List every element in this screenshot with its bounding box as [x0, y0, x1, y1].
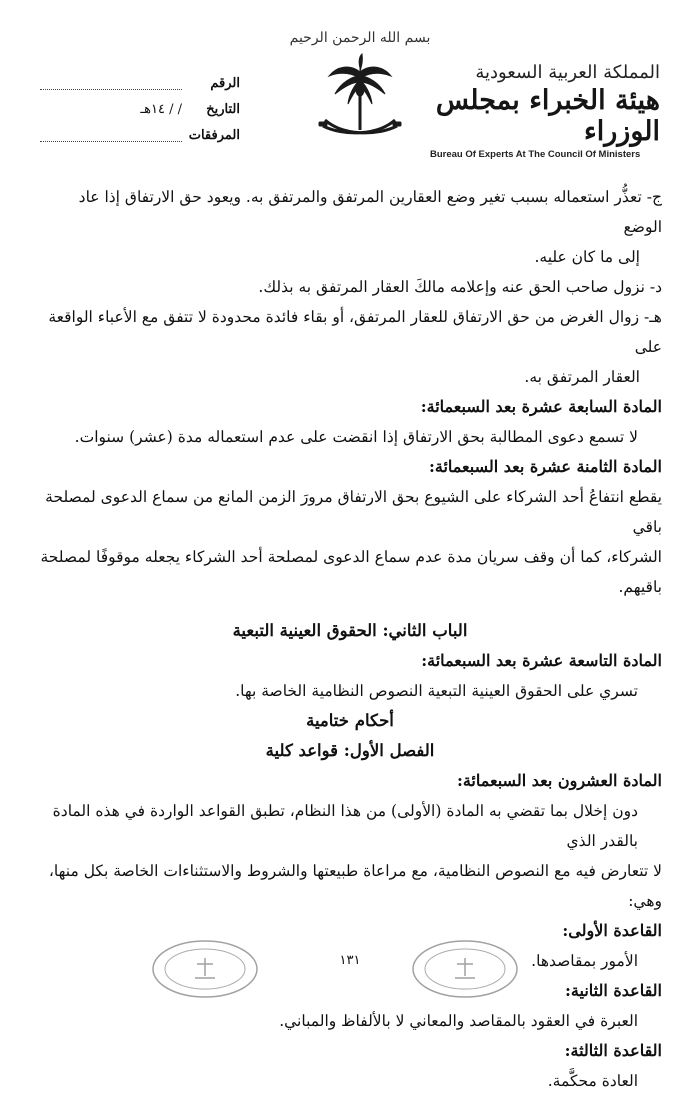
number-label: الرقم	[210, 75, 240, 91]
article-717-text: لا تسمع دعوى المطالبة بحق الارتفاق إذا انقضت على عدم استعماله مدة (عشر) سنوات.	[74, 428, 638, 446]
bureau-name-english: Bureau Of Experts At The Council Of Ministers	[430, 149, 641, 160]
rule-2-text: العبرة في العقود بالمقاصد والمعاني لا بالألفاظ والمباني.	[279, 1012, 638, 1030]
spacer	[38, 602, 662, 616]
kingdom-name: المملكة العربية السعودية	[475, 62, 660, 83]
rule-2-heading: القاعدة الثانية:	[565, 981, 662, 1000]
clause-d: د- نزول صاحب الحق عنه وإعلامه مالكَ العقار المرتفق به بذلك.	[258, 278, 662, 296]
article-719-text: تسري على الحقوق العينية التبعية النصوص النظامية الخاصة بها.	[235, 682, 638, 700]
attachments-blank	[40, 129, 182, 142]
clause-e-line2: العقار المرتفق به.	[524, 368, 640, 386]
date-field	[40, 96, 240, 122]
rule-3-heading: القاعدة الثالثة:	[564, 1041, 662, 1060]
attachments-label: المرفقات	[188, 127, 240, 143]
date-label: التاريخ	[206, 101, 240, 117]
article-720-heading: المادة العشرون بعد السبعمائة:	[456, 771, 662, 790]
basmala: بسم الله الرحمن الرحيم	[289, 30, 431, 46]
number-blank	[40, 77, 182, 90]
rule-1-heading: القاعدة الأولى:	[562, 921, 662, 940]
chapter-2-heading: الباب الثاني: الحقوق العينية التبعية	[232, 621, 468, 640]
rule-1-text: الأمور بمقاصدها.	[531, 952, 638, 970]
date-value: / / ١٤هـ	[140, 101, 182, 117]
letterhead-institution	[430, 62, 660, 160]
article-718-line2: الشركاء، كما أن وقف سريان مدة عدم سماع الدعوى لمصلحة أحد الشركاء يجعله موقوفًا لمصلحة باقيهم.	[40, 548, 662, 596]
official-seal-stamp-icon	[150, 938, 260, 1000]
palm-swords-emblem-icon	[315, 50, 405, 142]
article-718-line1: يقطع انتفاعُ أحد الشركاء على الشيوع بحق الارتفاق مرورَ الزمن المانع من سماع الدعوى لمصلحة باقي	[45, 488, 662, 536]
article-719-heading: المادة التاسعة عشرة بعد السبعمائة:	[421, 651, 662, 670]
official-seal-stamp-icon	[410, 938, 520, 1000]
article-720-line2: لا تتعارض فيه مع النصوص النظامية، مع مراعاة طبيعتها والشروط والاستثناءات الخاصة بكل منها، وهي:	[48, 862, 662, 910]
article-717-heading: المادة السابعة عشرة بعد السبعمائة:	[420, 397, 662, 416]
number-field	[40, 70, 240, 96]
article-718-heading: المادة الثامنة عشرة بعد السبعمائة:	[428, 457, 662, 476]
letterhead-reference-fields	[40, 70, 240, 148]
bureau-name-arabic: هيئة الخبراء بمجلس الوزراء	[435, 85, 660, 147]
clause-c-line1: ج- تعذُّر استعماله بسبب تغير وضع العقارين المرتفق والمرتفق به. ويعود حق الارتفاق إذا عاد الوضع	[78, 188, 662, 236]
final-provisions-heading: أحكام ختامية	[306, 711, 394, 730]
page-number: ١٣١	[339, 953, 361, 968]
clause-e-line1: هـ- زوال الغرض من حق الارتفاق للعقار المرتفق، أو بقاء فائدة محدودة لا تتفق مع الأعباء الواقعة على	[48, 308, 662, 356]
attachments-field	[40, 122, 240, 148]
article-720-line1: دون إخلال بما تقضي به المادة (الأولى) من هذا النظام، تطبق القواعد الواردة في هذه المادة بالقدر الذي	[52, 802, 638, 850]
clause-c-line2: إلى ما كان عليه.	[534, 248, 640, 266]
section-1-heading: الفصل الأول: قواعد كلية	[265, 741, 435, 760]
letterhead-emblem-block	[285, 30, 435, 142]
rule-3-text: العادة محكَّمة.	[547, 1072, 638, 1090]
